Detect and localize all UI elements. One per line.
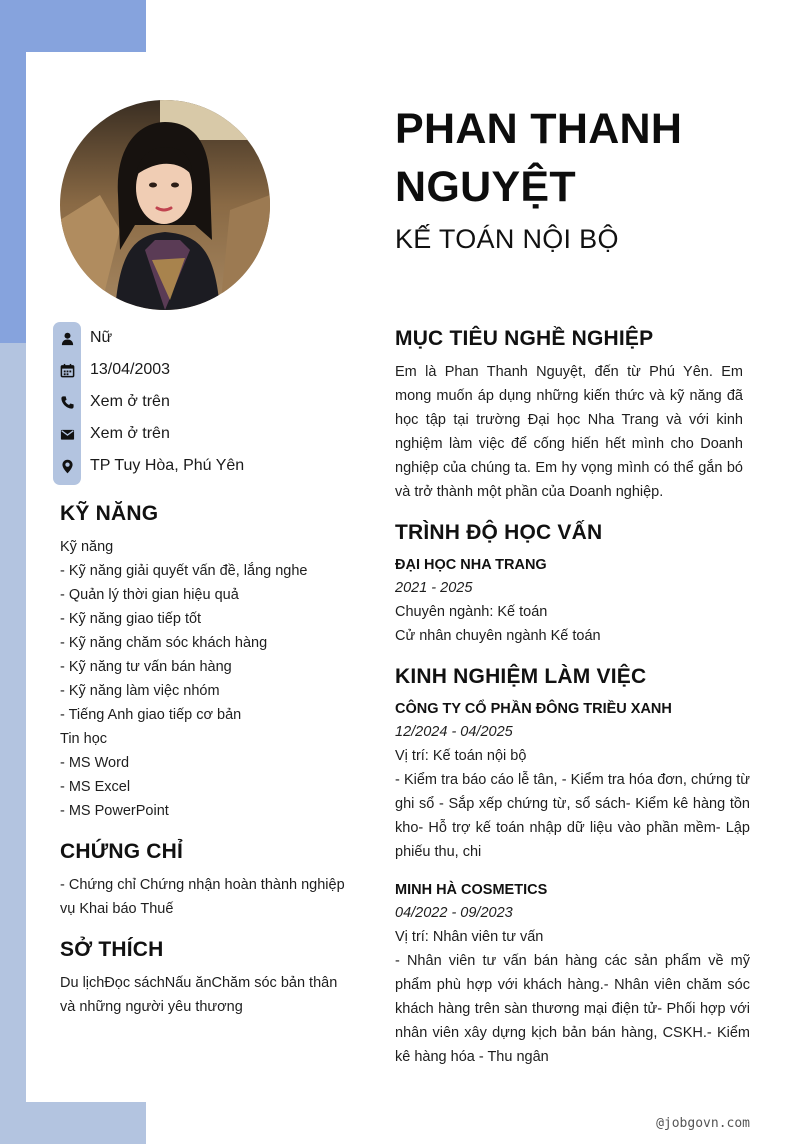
job-company: MINH HÀ COSMETICS [395,882,548,898]
job-period: 04/2022 - 09/2023 [395,905,513,921]
phone-text: Xem ở trên [90,393,170,410]
skill-line: - MS PowerPoint [60,803,169,819]
skill-line: - Kỹ năng chăm sóc khách hàng [60,635,268,651]
skill-line: - MS Excel [60,779,131,795]
contact-birthday [53,354,170,386]
profile-photo [60,100,270,310]
location-pin-icon [53,450,81,482]
skill-line: - Quản lý thời gian hiệu quả [60,587,239,603]
education-major: Chuyên ngành: Kế toán [395,604,548,620]
contact-gender [53,322,112,354]
contact-phone[interactable] [53,386,170,418]
birthday-text: 13/04/2003 [90,361,171,378]
calendar-icon [53,354,81,386]
certificates-text: - Chứng chỉ Chứng nhận hoàn thành nghiệp vụ Khai báo Thuế [60,877,345,917]
education-heading: TRÌNH ĐỘ HỌC VẤN [395,521,603,544]
job-description: - Nhân viên tư vấn bán hàng các sản phẩm về mỹ phẩm phù hợp với khách hàng.- Nhân viên chăm sóc khách hàng trên sàn thương mại điện tử- Phối hợp với nhân viên xây dựng kịch bản bán hàng, CSKH.- Kiểm kê hàng hóa - Thu ngân [395,953,750,1065]
job-position: Vị trí: Nhân viên tư vấn [395,929,544,945]
skill-line: - Kỹ năng giải quyết vấn đề, lắng nghe [60,563,308,579]
footer-watermark: @jobgovn.com [656,1116,750,1131]
job-position: Vị trí: Kế toán nội bộ [395,748,527,764]
phone-icon [53,386,81,418]
job-company: CÔNG TY CỔ PHẦN ĐÔNG TRIỀU XANH [395,701,672,717]
candidate-name: PHAN THANH NGUYỆT [395,105,683,211]
skill-line: - Kỹ năng tư vấn bán hàng [60,659,232,675]
skill-line: - Kỹ năng giao tiếp tốt [60,611,202,627]
skill-line: - Tiếng Anh giao tiếp cơ bản [60,707,242,723]
objective-text: Em là Phan Thanh Nguyệt, đến từ Phú Yên. Em mong muốn áp dụng những kiến thức và kỹ năng đã học tập tại trường Đại học Nha Trang và với kinh nghiệm làm việc để cống hiến hết mình cho Doanh nghiệp của chúng ta. Em hy vọng mình có thể gắn bó và trở thành một phần của Doanh nghiệp. [395,364,743,500]
skill-line: - MS Word [60,755,130,771]
mail-icon [53,418,81,450]
skill-line: - Kỹ năng làm việc nhóm [60,683,220,699]
education-period: 2021 - 2025 [395,580,473,596]
gender-text: Nữ [90,329,113,346]
contact-email[interactable] [53,418,170,450]
hobbies-text: Du lịchĐọc sáchNấu ănChăm sóc bản thân và những người yêu thương [60,975,338,1015]
hobbies-heading: SỞ THÍCH [60,938,164,961]
skills-heading: KỸ NĂNG [60,502,159,525]
education-school: ĐẠI HỌC NHA TRANG [395,557,547,573]
experience-heading: KINH NGHIỆM LÀM VIỆC [395,665,647,688]
candidate-title: KẾ TOÁN NỘI BỘ [395,224,619,254]
email-text: Xem ở trên [90,425,170,442]
address-text: TP Tuy Hòa, Phú Yên [90,457,245,474]
person-icon [53,322,81,354]
skill-line: Tin học [60,731,108,747]
skills-list [60,535,360,823]
certificates-heading: CHỨNG CHỈ [60,840,184,863]
skill-line: Kỹ năng [60,539,114,555]
job-period: 12/2024 - 04/2025 [395,724,513,740]
contact-address [53,450,244,482]
job-description: - Kiểm tra báo cáo lễ tân, - Kiểm tra hóa đơn, chứng từ ghi sổ - Sắp xếp chứng từ, sổ sách- Kiểm kê hàng tồn kho- Hỗ trợ kế toán nhập dữ liệu vào phần mềm- Lập phiếu thu, chi [395,772,750,860]
education-degree: Cử nhân chuyên ngành Kế toán [395,628,601,644]
objective-heading: MỤC TIÊU NGHỀ NGHIỆP [395,327,654,350]
